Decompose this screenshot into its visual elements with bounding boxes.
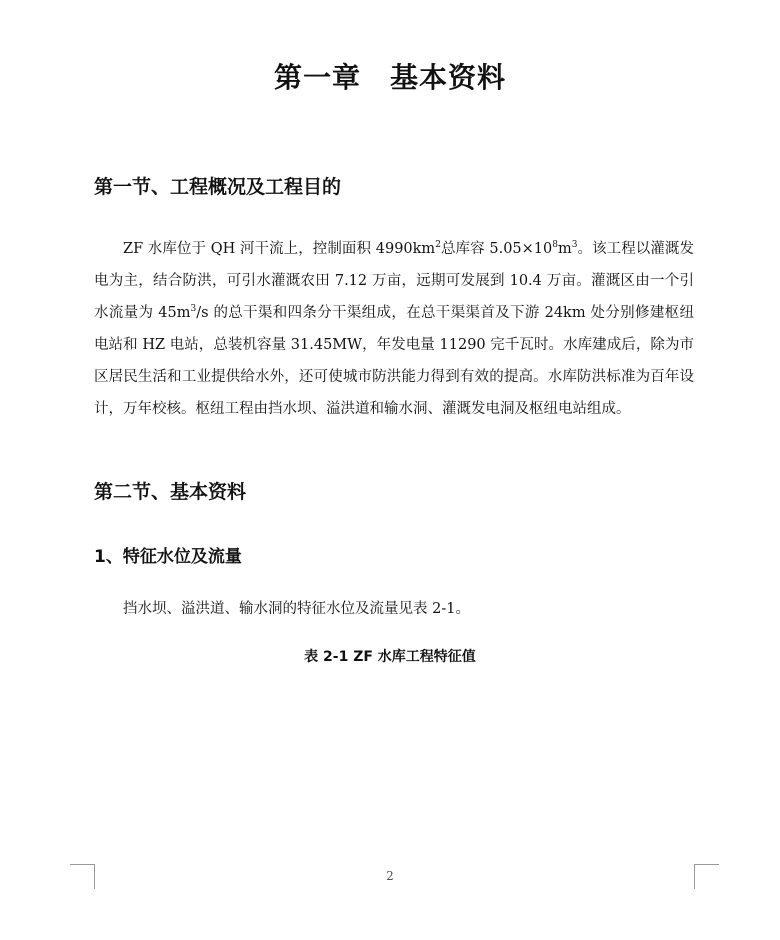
water-levels-text: 挡水坝、溢洪道、输水洞的特征水位及流量见表 2-1。 bbox=[123, 601, 470, 617]
para-text: 总库容 5.05×10 bbox=[440, 241, 553, 257]
page-number: 2 bbox=[386, 869, 394, 883]
superscript: 3 bbox=[571, 240, 578, 251]
para-text: m bbox=[557, 241, 572, 257]
superscript: 2 bbox=[435, 240, 441, 251]
para-text: /s 的总干渠和四条分干渠组成，在总干渠渠首及下游 24km 处分别修建枢纽电站和 HZ 电站，总装机容量 31.45MW，年发电量 11290 完千瓦时。水库建成后，除为市区居民生活和工业提供给水外，还可使城市防洪能力得到有效的提高。水库防洪标准为百年设计，万年校核。枢纽工程由挡水坝、溢洪道和输水洞、灌溉发电洞及枢纽电站组成。 bbox=[94, 305, 694, 417]
overview-paragraph bbox=[94, 233, 694, 425]
chapter-title: 第一章 基本资料 bbox=[273, 61, 506, 94]
subsection-title-water-levels: 1、特征水位及流量 bbox=[94, 547, 242, 567]
superscript: 3 bbox=[190, 304, 197, 315]
para-text: ZF 水库位于 QH 河干流上，控制面积 4990km bbox=[123, 241, 436, 257]
section-title-overview: 第一节、工程概况及工程目的 bbox=[94, 176, 342, 198]
section-title-basic-data: 第二节、基本资料 bbox=[94, 481, 247, 503]
page-corner-mark-right bbox=[694, 864, 719, 889]
para-text: 。该工程以灌溉发电为主，结合防洪，可引水灌溉农田 7.12 万亩，远期可发展到 10.4 万亩。灌溉区由一个引水流量为 45m bbox=[94, 241, 695, 321]
table-caption: 表 2-1 ZF 水库工程特征值 bbox=[304, 649, 476, 665]
superscript: 8 bbox=[552, 240, 558, 251]
